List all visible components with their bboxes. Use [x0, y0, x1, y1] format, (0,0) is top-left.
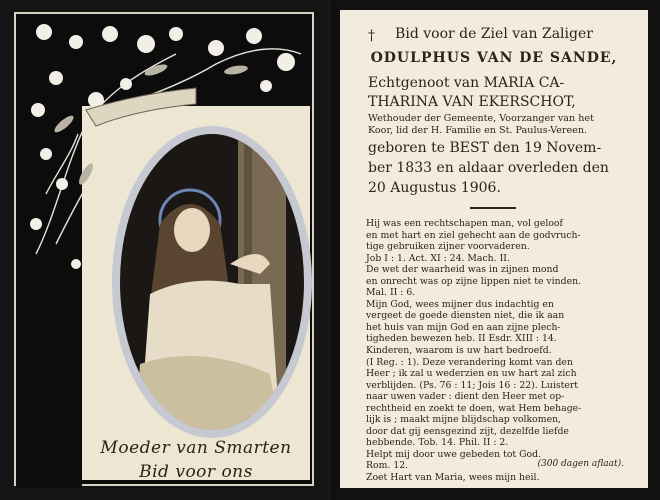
occupation-line-2: Koor, lid der H. Familie en St. Paulus-Vereen. [368, 125, 588, 136]
occupation-text [340, 113, 648, 137]
birth-line-1: geboren te BEST den 19 Novem- [368, 140, 602, 156]
spouse-text [340, 74, 648, 112]
occupation-line-1: Wethouder der Gemeente, Voorzanger van het [368, 113, 594, 124]
prayer-header: Bid voor de Ziel van Zaliger [395, 26, 593, 42]
birth-line-3: 20 Augustus 1906. [368, 180, 501, 196]
spouse-line-1: Echtgenoot van MARIA CA- [368, 75, 565, 91]
birth-line-2: ber 1833 en aldaar overleden den [368, 160, 609, 176]
mater-dolorosa-image [120, 134, 304, 430]
cross-icon: † [368, 28, 375, 44]
prayer-text: Hij was een rechtschapen man, vol geloof en met hart en ziel gehecht aan de godvruch- tige gebruiken zijner voorvaderen. Job I : 1. Act. XI : 24. Mach. II. De wet der waarheid was in zijnen mond en onrecht was op zijne lippen niet te vinden. Mal. II : 6. Mijn God, wees mijner dus indachtig en vergeet de goede diensten niet, die ik aan het huis van mijn God en aan zijne plech- tigheden bewezen heb. II Esdr. XIII : 14. Kinderen, waarom is uw hart bedroefd. (I Reg. : 1). Deze verandering komt van den Heer ; ik zal u wederzien en uw hart zal zich verblijden. (Ps. 76 : 11; Jois 16 : 22). Luistert naar uwen vader : dient den Heer met op- rechtheid en zoekt te doen, wat Hem behage- lijk is ; maakt mijne blijdschap volkomen, door dat gij eensgezind zijt, dezelfde liefde hebbende. Tob. 14. Phil. II : 2. Helpt mij door uwe gebeden tot God. Rom. 12. Zoet Hart van Maria, wees mijn heil. [366, 218, 582, 484]
birth-death-text [340, 138, 648, 198]
memorial-card-back [330, 0, 660, 500]
card-back-paper [340, 10, 648, 488]
indulgence-note: (300 dagen aflaat). [537, 459, 624, 469]
spouse-line-2: THARINA VAN EKERSCHOT, [368, 94, 576, 110]
deceased-name: ODULPHUS VAN DE SANDE, [370, 50, 618, 66]
caption-line-2: Bid voor ons [139, 462, 253, 482]
caption-line-1: Moeder van Smarten [100, 438, 292, 458]
card-front-frame [14, 12, 314, 486]
memorial-card-front [0, 0, 328, 500]
divider-rule [470, 207, 516, 209]
